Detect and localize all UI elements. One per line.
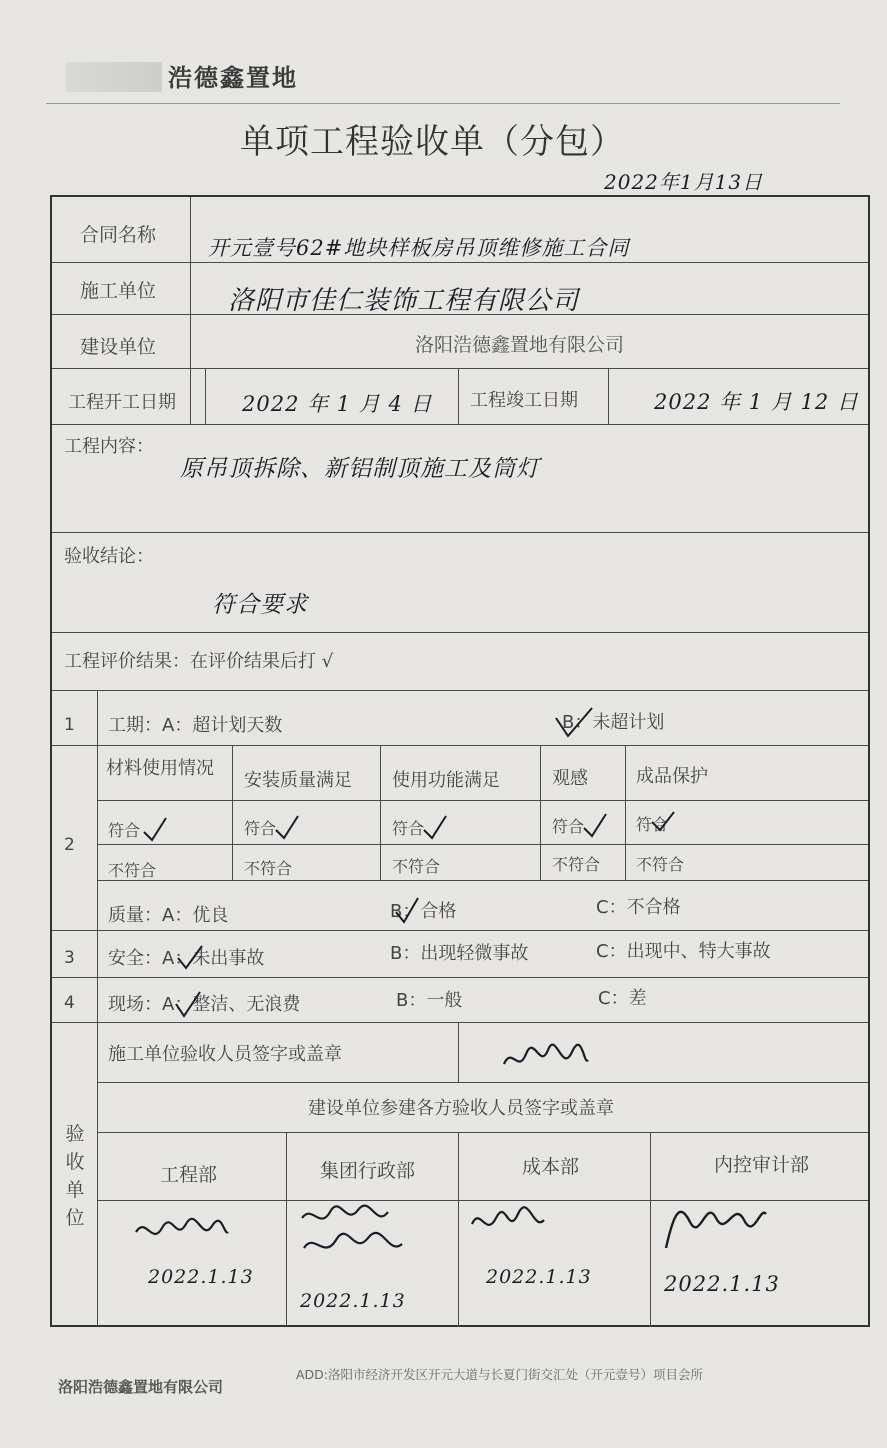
owner-value: 洛阳浩德鑫置地有限公司 xyxy=(415,334,625,356)
site-c: C：差 xyxy=(598,988,647,1009)
end-date-value: 2022 年 1 月 12 日 xyxy=(654,390,859,414)
contractor-sign-label: 施工单位验收人员签字或盖章 xyxy=(108,1044,342,1065)
page-title: 单项工程验收单（分包） xyxy=(240,122,625,162)
signoff-side-label xyxy=(62,1120,88,1232)
sign-date-engineering: 2022.1.13 xyxy=(148,1266,254,1288)
safety-b: B：出现轻微事故 xyxy=(390,943,529,964)
side-char: 验 xyxy=(65,1123,85,1145)
quality-a: 质量：A：优良 xyxy=(108,905,229,926)
row2-num: 2 xyxy=(64,835,75,855)
start-date-value: 2022 年 1 月 4 日 xyxy=(242,392,433,416)
form-date: 2022年1月13日 xyxy=(604,170,764,194)
criteria-col-5: 成品保护 xyxy=(636,766,708,787)
footer-address: ADD:洛阳市经济开发区开元大道与长夏门街交汇处（开元壹号）项目会所 xyxy=(296,1367,704,1382)
pass-label-2: 符合 xyxy=(244,819,277,838)
contract-name-value: 开元壹号62#地块样板房吊顶维修施工合同 xyxy=(208,236,630,260)
conclusion-value: 符合要求 xyxy=(212,592,308,618)
pass-label-3: 符合 xyxy=(392,819,425,838)
start-date-label: 工程开工日期 xyxy=(68,392,176,413)
sign-date-cost: 2022.1.13 xyxy=(486,1266,592,1288)
pass-label-1: 符合 xyxy=(108,821,141,840)
owner-label: 建设单位 xyxy=(80,336,157,358)
sign-date-audit: 2022.1.13 xyxy=(664,1272,780,1296)
row1-num: 1 xyxy=(64,715,75,735)
site-b: B：一般 xyxy=(396,990,463,1011)
owner-sign-label: 建设单位参建各方验收人员签字或盖章 xyxy=(308,1098,614,1119)
side-char: 位 xyxy=(65,1207,85,1229)
content-label: 工程内容： xyxy=(64,436,154,457)
row4-num: 4 xyxy=(64,993,75,1013)
safety-c: C：出现中、特大事故 xyxy=(596,941,771,962)
fail-label-3: 不符合 xyxy=(392,857,441,876)
criteria-col-3: 使用功能满足 xyxy=(392,770,500,791)
dept-admin: 集团行政部 xyxy=(320,1160,416,1182)
sign-date-admin: 2022.1.13 xyxy=(300,1290,406,1312)
quality-b: B：合格 xyxy=(390,901,457,922)
side-char: 单 xyxy=(65,1179,85,1201)
row1-text: 工期：A：超计划天数 xyxy=(108,715,283,736)
dept-audit: 内控审计部 xyxy=(714,1154,810,1176)
logo-mark-icon xyxy=(66,62,162,92)
criteria-col-4: 观感 xyxy=(552,768,588,789)
conclusion-label: 验收结论： xyxy=(64,546,154,567)
contract-name-label: 合同名称 xyxy=(80,224,157,246)
dept-engineering: 工程部 xyxy=(160,1164,218,1186)
header-rule xyxy=(46,103,840,104)
criteria-col-1: 材料使用情况 xyxy=(106,758,214,779)
contractor-label: 施工单位 xyxy=(80,280,157,302)
logo-text: 浩德鑫置地 xyxy=(168,64,298,92)
safety-a: 安全：A：未出事故 xyxy=(108,948,265,969)
end-date-label: 工程竣工日期 xyxy=(470,390,578,411)
criteria-col-2: 安装质量满足 xyxy=(244,770,352,791)
pass-label-5: 符合 xyxy=(636,815,669,834)
footer-company: 洛阳浩德鑫置地有限公司 xyxy=(58,1378,224,1396)
contractor-value: 洛阳市佳仁装饰工程有限公司 xyxy=(228,286,580,316)
fail-label-1: 不符合 xyxy=(108,861,157,880)
pass-label-4: 符合 xyxy=(552,817,585,836)
logo xyxy=(60,56,340,96)
content-value: 原吊顶拆除、新铝制顶施工及筒灯 xyxy=(180,456,540,482)
side-char: 收 xyxy=(65,1151,85,1173)
quality-c: C：不合格 xyxy=(596,897,681,918)
evaluation-label: 工程评价结果：在评价结果后打 √ xyxy=(64,651,334,672)
fail-label-5: 不符合 xyxy=(636,855,685,874)
row1-option-b: B：未超计划 xyxy=(562,712,665,733)
fail-label-4: 不符合 xyxy=(552,855,601,874)
row3-num: 3 xyxy=(64,948,75,968)
dept-cost: 成本部 xyxy=(522,1156,580,1178)
fail-label-2: 不符合 xyxy=(244,859,293,878)
site-a: 现场：A：整洁、无浪费 xyxy=(108,994,301,1015)
